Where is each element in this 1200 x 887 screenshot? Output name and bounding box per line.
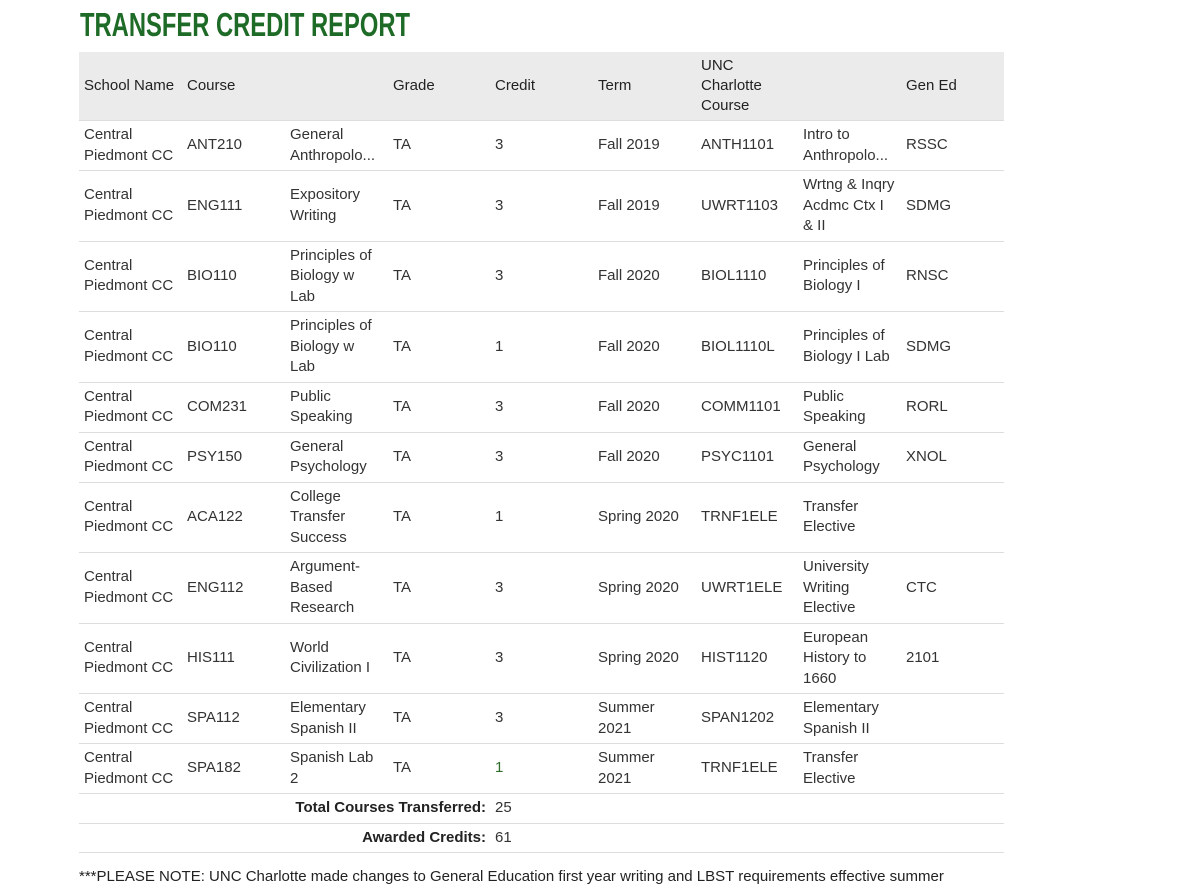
cell-unc-course: UWRT1ELE	[696, 553, 798, 624]
table-row	[79, 744, 1004, 794]
cell-term: Summer 2021	[593, 744, 696, 794]
cell-gen-ed: 2101	[901, 623, 1004, 694]
cell-credit: 1	[490, 744, 593, 794]
table-row	[79, 432, 1004, 482]
cell-unc-title: Elementary Spanish II	[798, 694, 901, 744]
cell-unc-course: SPAN1202	[696, 694, 798, 744]
table-row	[79, 553, 1004, 624]
cell-grade: TA	[388, 312, 490, 383]
cell-gen-ed: RNSC	[901, 241, 1004, 312]
cell-course: BIO110	[182, 241, 285, 312]
cell-unc-course: BIOL1110	[696, 241, 798, 312]
cell-course: SPA112	[182, 694, 285, 744]
cell-grade: TA	[388, 694, 490, 744]
transfer-credit-table	[79, 52, 1004, 853]
cell-course: ENG111	[182, 171, 285, 242]
cell-course: ACA122	[182, 482, 285, 553]
cell-credit: 3	[490, 241, 593, 312]
column-header: Grade	[388, 52, 490, 121]
cell-school: Central Piedmont CC	[79, 623, 182, 694]
cell-school: Central Piedmont CC	[79, 171, 182, 242]
cell-desc: Public Speaking	[285, 382, 388, 432]
cell-school: Central Piedmont CC	[79, 121, 182, 171]
cell-credit: 1	[490, 312, 593, 383]
cell-desc: General Anthropolo...	[285, 121, 388, 171]
page-title: TRANSFER CREDIT REPORT	[80, 6, 411, 43]
cell-grade: TA	[388, 432, 490, 482]
cell-credit: 3	[490, 382, 593, 432]
cell-school: Central Piedmont CC	[79, 432, 182, 482]
cell-desc: Principles of Biology w Lab	[285, 312, 388, 383]
cell-unc-title: Principles of Biology I	[798, 241, 901, 312]
cell-gen-ed: SDMG	[901, 171, 1004, 242]
cell-term: Summer 2021	[593, 694, 696, 744]
policy-note: ***PLEASE NOTE: UNC Charlotte made changes to General Education first year writing and LBST requirements effective summer	[79, 868, 944, 885]
cell-unc-course: TRNF1ELE	[696, 744, 798, 794]
title-container	[79, 6, 1004, 52]
cell-grade: TA	[388, 121, 490, 171]
cell-gen-ed: XNOL	[901, 432, 1004, 482]
cell-unc-title: Transfer Elective	[798, 482, 901, 553]
cell-desc: Spanish Lab 2	[285, 744, 388, 794]
cell-credit: 3	[490, 171, 593, 242]
cell-course: HIS111	[182, 623, 285, 694]
cell-gen-ed: SDMG	[901, 312, 1004, 383]
total-courses-value: 25	[490, 794, 1004, 824]
cell-grade: TA	[388, 382, 490, 432]
table-row	[79, 623, 1004, 694]
cell-unc-title: European History to 1660	[798, 623, 901, 694]
cell-school: Central Piedmont CC	[79, 744, 182, 794]
cell-course: PSY150	[182, 432, 285, 482]
table-row	[79, 694, 1004, 744]
column-header: Credit	[490, 52, 593, 121]
table-row	[79, 312, 1004, 383]
table-row	[79, 171, 1004, 242]
cell-grade: TA	[388, 241, 490, 312]
cell-term: Fall 2020	[593, 241, 696, 312]
cell-desc: College Transfer Success	[285, 482, 388, 553]
cell-course: SPA182	[182, 744, 285, 794]
cell-desc: Principles of Biology w Lab	[285, 241, 388, 312]
cell-unc-course: UWRT1103	[696, 171, 798, 242]
awarded-credits-label: Awarded Credits:	[79, 823, 490, 853]
cell-unc-title: Public Speaking	[798, 382, 901, 432]
total-courses-row	[79, 794, 1004, 824]
cell-credit: 3	[490, 121, 593, 171]
cell-unc-title: University Writing Elective	[798, 553, 901, 624]
cell-school: Central Piedmont CC	[79, 553, 182, 624]
awarded-credits-row	[79, 823, 1004, 853]
cell-gen-ed	[901, 482, 1004, 553]
cell-unc-title: General Psychology	[798, 432, 901, 482]
cell-term: Fall 2019	[593, 121, 696, 171]
column-header: Term	[593, 52, 696, 121]
column-header: UNC Charlotte Course	[696, 52, 798, 121]
column-header	[285, 52, 388, 121]
cell-credit: 1	[490, 482, 593, 553]
cell-grade: TA	[388, 553, 490, 624]
cell-desc: Elementary Spanish II	[285, 694, 388, 744]
table-row	[79, 121, 1004, 171]
cell-gen-ed: CTC	[901, 553, 1004, 624]
cell-course: BIO110	[182, 312, 285, 383]
cell-unc-course: HIST1120	[696, 623, 798, 694]
cell-grade: TA	[388, 623, 490, 694]
cell-credit: 3	[490, 694, 593, 744]
cell-school: Central Piedmont CC	[79, 482, 182, 553]
cell-desc: Expository Writing	[285, 171, 388, 242]
table-row	[79, 382, 1004, 432]
cell-unc-course: TRNF1ELE	[696, 482, 798, 553]
table-row	[79, 482, 1004, 553]
cell-desc: General Psychology	[285, 432, 388, 482]
table-header-row	[79, 52, 1004, 121]
cell-term: Fall 2020	[593, 382, 696, 432]
column-header	[798, 52, 901, 121]
cell-credit: 3	[490, 432, 593, 482]
cell-unc-title: Principles of Biology I Lab	[798, 312, 901, 383]
cell-school: Central Piedmont CC	[79, 694, 182, 744]
cell-gen-ed	[901, 694, 1004, 744]
cell-term: Fall 2020	[593, 312, 696, 383]
awarded-credits-value: 61	[490, 823, 1004, 853]
cell-unc-course: ANTH1101	[696, 121, 798, 171]
cell-desc: Argument-Based Research	[285, 553, 388, 624]
cell-grade: TA	[388, 744, 490, 794]
cell-school: Central Piedmont CC	[79, 312, 182, 383]
cell-unc-title: Transfer Elective	[798, 744, 901, 794]
cell-term: Spring 2020	[593, 623, 696, 694]
cell-desc: World Civilization I	[285, 623, 388, 694]
cell-course: ENG112	[182, 553, 285, 624]
table-row	[79, 241, 1004, 312]
cell-term: Spring 2020	[593, 553, 696, 624]
cell-unc-course: COMM1101	[696, 382, 798, 432]
cell-term: Fall 2019	[593, 171, 696, 242]
cell-unc-course: BIOL1110L	[696, 312, 798, 383]
cell-term: Fall 2020	[593, 432, 696, 482]
total-courses-label: Total Courses Transferred:	[79, 794, 490, 824]
cell-credit: 3	[490, 623, 593, 694]
cell-credit: 3	[490, 553, 593, 624]
cell-unc-course: PSYC1101	[696, 432, 798, 482]
column-header: Course	[182, 52, 285, 121]
cell-gen-ed: RORL	[901, 382, 1004, 432]
column-header: Gen Ed	[901, 52, 1004, 121]
column-header: School Name	[79, 52, 182, 121]
cell-gen-ed: RSSC	[901, 121, 1004, 171]
cell-grade: TA	[388, 482, 490, 553]
cell-term: Spring 2020	[593, 482, 696, 553]
cell-gen-ed	[901, 744, 1004, 794]
cell-unc-title: Intro to Anthropolo...	[798, 121, 901, 171]
cell-grade: TA	[388, 171, 490, 242]
cell-school: Central Piedmont CC	[79, 241, 182, 312]
cell-unc-title: Wrtng & Inqry Acdmc Ctx I & II	[798, 171, 901, 242]
cell-course: ANT210	[182, 121, 285, 171]
cell-school: Central Piedmont CC	[79, 382, 182, 432]
cell-course: COM231	[182, 382, 285, 432]
